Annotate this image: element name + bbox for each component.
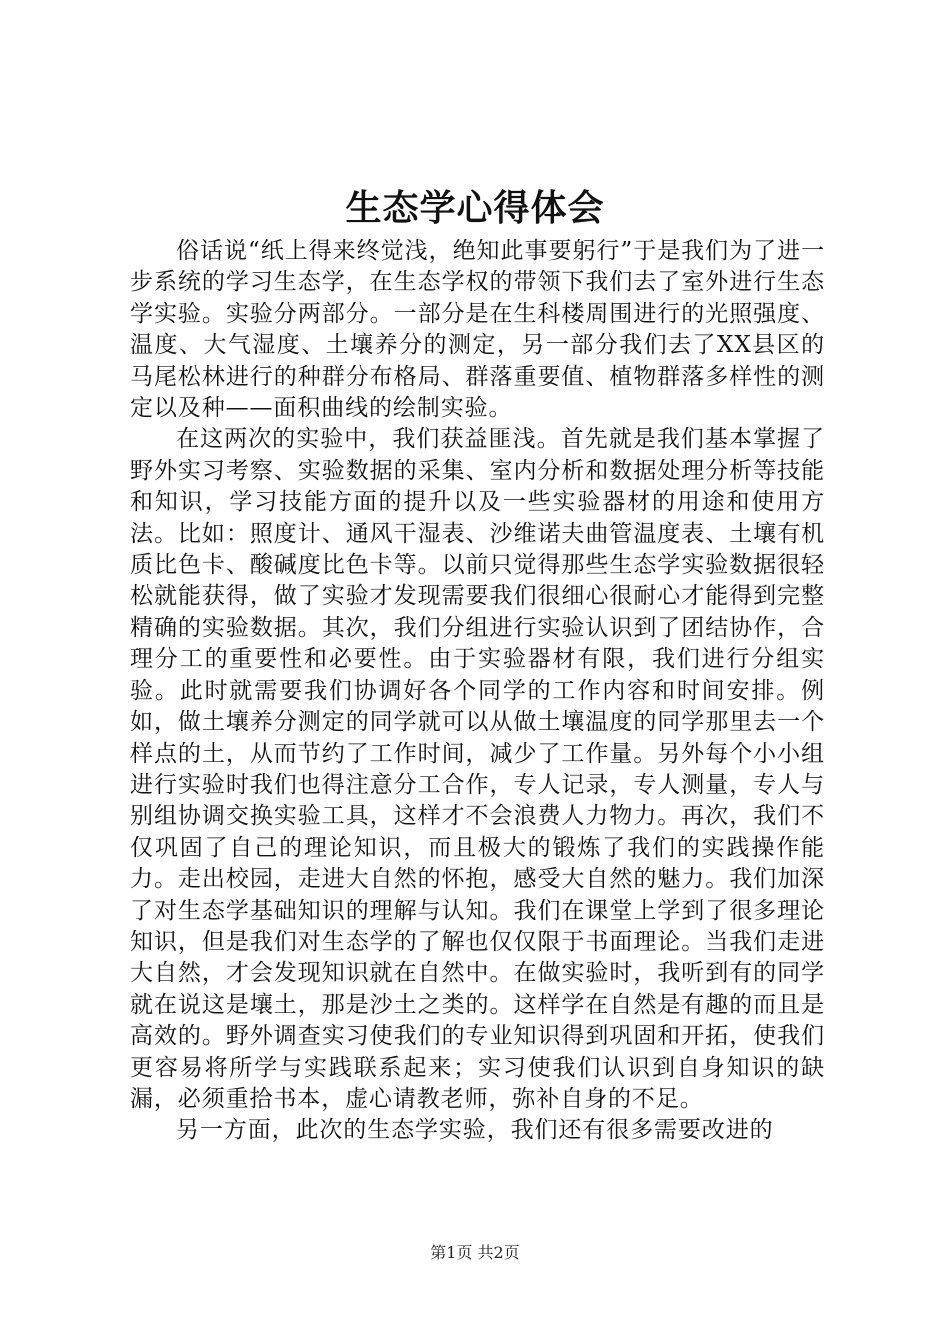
paragraph-1: 俗话说“纸上得来终觉浅，绝知此事要躬行”于是我们为了进一步系统的学习生态学，在生态学权的带领下我们去了室外进行生态学实验。实验分两部分。一部分是在生科楼周围进行的光照强度、温度、大气湿度、土壤养分的测定，另一部分我们去了XX县区的马尾松林进行的种群分布格局、群落重要值、植物群落多样性的测定以及种——面积曲线的绘制实验。 xyxy=(130,238,825,422)
document-title: 生态学心得体会 xyxy=(345,187,605,229)
paragraph-3: 另一方面，此次的生态学实验，我们还有很多需要改进的 xyxy=(176,1117,774,1144)
paragraph-2: 在这两次的实验中，我们获益匪浅。首先就是我们基本掌握了野外实习考察、实验数据的采集、室内分析和数据处理分析等技能和知识，学习技能方面的提升以及一些实验器材的用途和使用方法。比如：照度计、通风干湿表、沙维诺夫曲管温度表、土壤有机质比色卡、酸碱度比色卡等。以前只觉得那些生态学实验数据很轻松就能获得，做了实验才发现需要我们很细心很耐心才能得到完整精确的实验数据。其次，我们分组进行实验认识到了团结协作，合理分工的重要性和必要性。由于实验器材有限，我们进行分组实验。此时就需要我们协调好各个同学的工作内容和时间安排。例如，做土壤养分测定的同学就可以从做土壤温度的同学那里去一个样点的土，从而节约了工作时间，减少了工作量。另外每个小小组进行实验时我们也得注意分工合作，专人记录，专人测量，专人与别组协调交换实验工具，这样才不会浪费人力物力。再次，我们不仅巩固了自己的理论知识，而且极大的锻炼了我们的实践操作能力。走出校园，走进大自然的怀抱，感受大自然的魅力。我们加深了对生态学基础知识的理解与认知。我们在课堂上学到了很多理论知识，但是我们对生态学的了解也仅仅限于书面理论。当我们走进大自然，才会发现知识就在自然中。在做实验时，我听到有的同学就在说这是壤土，那是沙土之类的。这样学在自然是有趣的而且是高效的。野外调查实习使我们的专业知识得到巩固和开拓，使我们更容易将所学与实践联系起来；实习使我们认识到自身知识的缺漏，必须重拾书本，虚心请教老师，弥补自身的不足。 xyxy=(130,426,825,1112)
page-footer: 第1页 共2页 xyxy=(430,1243,520,1262)
document-body xyxy=(130,236,825,1147)
